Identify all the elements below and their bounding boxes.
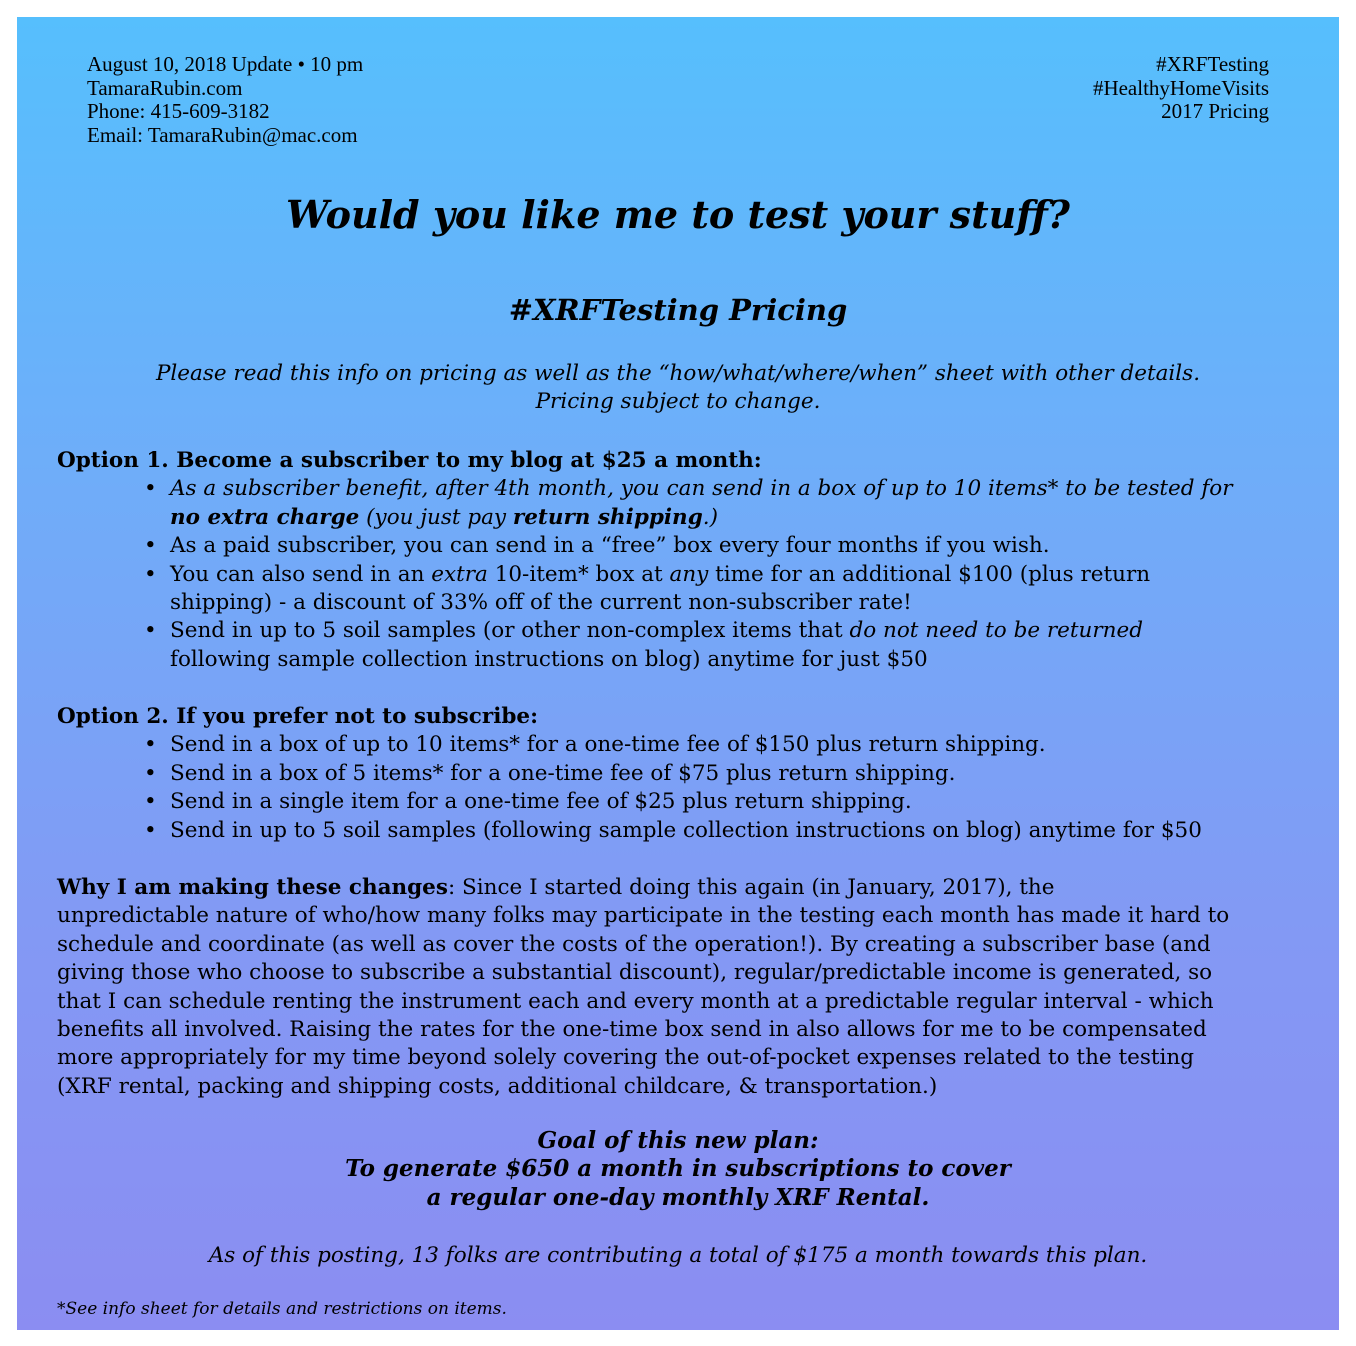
list-item: • Send in a box of up to 10 items* for a one-time fee of $150 plus return shipping. [170,731,1307,759]
option-1-list [57,475,1307,674]
update-date: August 10, 2018 Update • 10 pm [87,52,364,76]
list-item: • As a subscriber benefit, after 4th month, you can send in a box of up to 10 items* to be tested for no extra charge (you just pay return shipping.) [170,475,1307,532]
page-subtitle: #XRFTesting Pricing [508,293,848,327]
contact-info [87,53,363,147]
email: Email: TamaraRubin@mac.com [87,122,358,147]
intro-line-1: Please read this info on pricing as well as the “how/what/where/when” sheet with other details. [155,361,1201,386]
page-title: Would you like me to test your stuff? [286,192,1070,237]
option-2-list [57,731,1307,845]
goal-line-3: a regular one-day monthly XRF Rental. [426,1183,930,1211]
list-item: • As a paid subscriber, you can send in a “free” box every four months if you wish. [170,532,1307,560]
option-2 [57,703,1307,845]
list-item: • Send in up to 5 soil samples (or other non-complex items that do not need to be returned following sample collection instructions on blog) anytime for just $50 [170,617,1307,674]
pricing-year: 2017 Pricing [1161,99,1269,123]
list-item: • Send in a box of 5 items* for a one-time fee of $75 plus return shipping. [170,760,1307,788]
pricing-sheet [17,17,1339,1330]
intro-text [17,360,1339,416]
phone: Phone: 415-609-3182 [87,99,270,123]
website: TamaraRubin.com [87,75,243,100]
goal-statement [17,1127,1339,1212]
hashtags [1093,53,1269,124]
footnote: *See info sheet for details and restrictions on items. [57,1299,507,1319]
option-1 [57,447,1307,674]
intro-line-2: Pricing subject to change. [535,389,821,414]
list-item: • Send in up to 5 soil samples (following sample collection instructions on blog) anytime for $50 [170,817,1307,845]
hashtag-xrf: #XRFTesting [1156,52,1269,76]
list-item: • Send in a single item for a one-time fee of $25 plus return shipping. [170,788,1307,816]
why-heading: Why I am making these changes [57,875,448,900]
hashtag-healthy-home: #HealthyHomeVisits [1092,75,1269,100]
why-changes: Why I am making these changes: Since I started doing this again (in January, 2017), the unpredictable nature of who/how many folks may participate in the testing each month has made it hard to schedule and coordinate (as well as cover the costs of the operation!). By creating a subscriber base (and giving those who choose to subscribe a substantial discount), regular/predictable income is generated, so that I can schedule renting the instrument each and every month at a predictable regular interval - which benefits all involved. Raising the rates for the one-time box send in also allows for me to be compensated more appropriately for my time beyond solely covering the out-of-pocket expenses related to the testing (XRF rental, packing and shipping costs, additional childcare, & transportation.) [57,875,1230,1099]
contributors-note: As of this posting, 13 folks are contributing a total of $175 a month towards this plan. [208,1243,1148,1268]
goal-line-2: To generate $650 a month in subscriptions to cover [345,1155,1011,1183]
list-item: • You can also send in an extra 10-item* box at any time for an additional $100 (plus return shipping) - a discount of 33% off of the current non-subscriber rate! [170,561,1307,618]
option-1-heading: Option 1. Become a subscriber to my blog at $25 a month: [57,448,762,473]
option-2-heading: Option 2. If you prefer not to subscribe: [57,704,539,729]
goal-line-1: Goal of this new plan: [537,1127,819,1154]
